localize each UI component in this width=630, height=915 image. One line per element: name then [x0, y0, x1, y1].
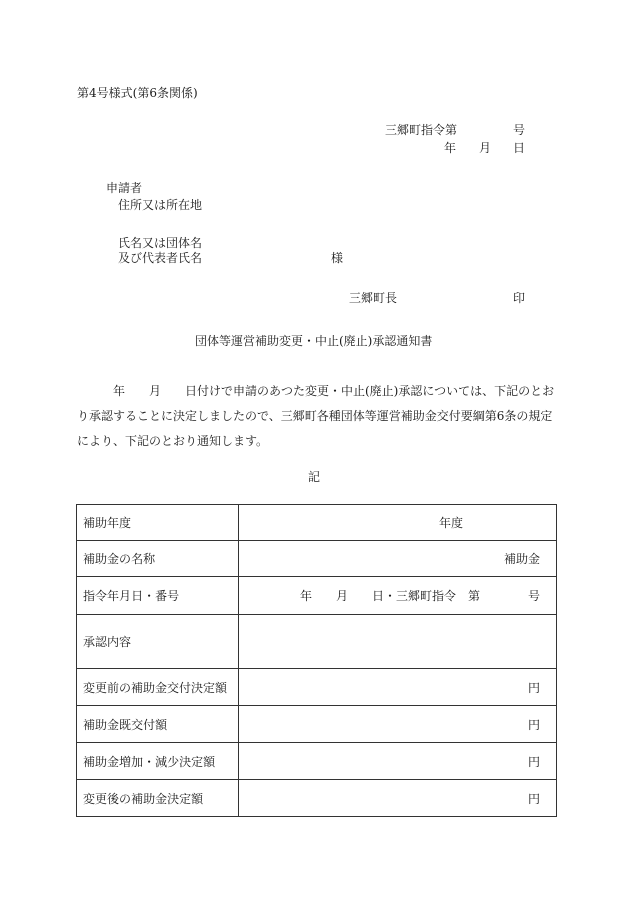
row-label [77, 780, 239, 817]
row-label [77, 706, 239, 743]
details-table [76, 504, 557, 817]
date-month: 月 [479, 141, 492, 155]
applicant-heading: 申請者 [106, 181, 143, 195]
table-row [77, 669, 557, 706]
honorific: 様 [331, 251, 344, 265]
name-label-2: 及び代表者氏名 [118, 251, 203, 265]
value-amount-before: 円 [239, 669, 557, 706]
notice-number-prefix: 三郷町指令第 [385, 123, 458, 137]
table-row [77, 541, 557, 577]
label-increase-decrease: 補助金増加・減少決定額 [83, 754, 216, 769]
label-directive-date-number: 指令年月日・番号 [83, 589, 180, 603]
label-fiscal-year: 補助年度 [83, 516, 132, 530]
table-row [77, 780, 557, 817]
value-approval-content [239, 615, 557, 669]
notice-number-suffix: 号 [513, 123, 526, 137]
date-year: 年 [444, 141, 457, 155]
document-title: 団体等運営補助変更・中止(廃止)承認通知書 [195, 334, 433, 348]
label-amount-after: 変更後の補助金決定額 [83, 791, 204, 806]
name-label-1: 氏名又は団体名 [118, 236, 203, 250]
table-row [77, 743, 557, 780]
value-amount-after: 円 [239, 780, 557, 817]
value-already-granted: 円 [239, 706, 557, 743]
row-label [77, 615, 239, 669]
label-amount-before: 変更前の補助金交付決定額 [77, 669, 239, 706]
issuer-name: 三郷町長 [349, 291, 398, 305]
date-day: 日 [513, 141, 526, 155]
value-fiscal-year: 年度 [239, 505, 557, 541]
label-subsidy-name: 補助金の名称 [83, 552, 156, 566]
ki-heading: 記 [308, 470, 321, 484]
value-subsidy-name: 補助金 [239, 541, 557, 577]
row-label [77, 505, 239, 541]
label-approval-content: 承認内容 [83, 635, 132, 649]
body-text: 年 月 日付けで申請のあつた変更・中止(廃止)承認については、下記のとおり承認することに決定しましたので、三郷町各種団体等運営補助金交付要綱第6条の規定により、下記のとおり通知します。 [77, 384, 555, 448]
value-increase-decrease: 円 [239, 743, 557, 780]
seal-mark: 印 [513, 291, 526, 305]
table-row [77, 577, 557, 615]
table-row [77, 615, 557, 669]
row-label [77, 541, 239, 577]
value-directive-date-number: 年 月 日・三郷町指令 第 号 [239, 577, 557, 615]
row-label [77, 743, 239, 780]
label-already-granted: 補助金既交付額 [83, 717, 168, 732]
address-label: 住所又は所在地 [118, 198, 203, 212]
table-row [77, 505, 557, 541]
table-row [77, 706, 557, 743]
form-number: 第4号様式(第6条関係) [77, 86, 198, 100]
row-label [77, 577, 239, 615]
